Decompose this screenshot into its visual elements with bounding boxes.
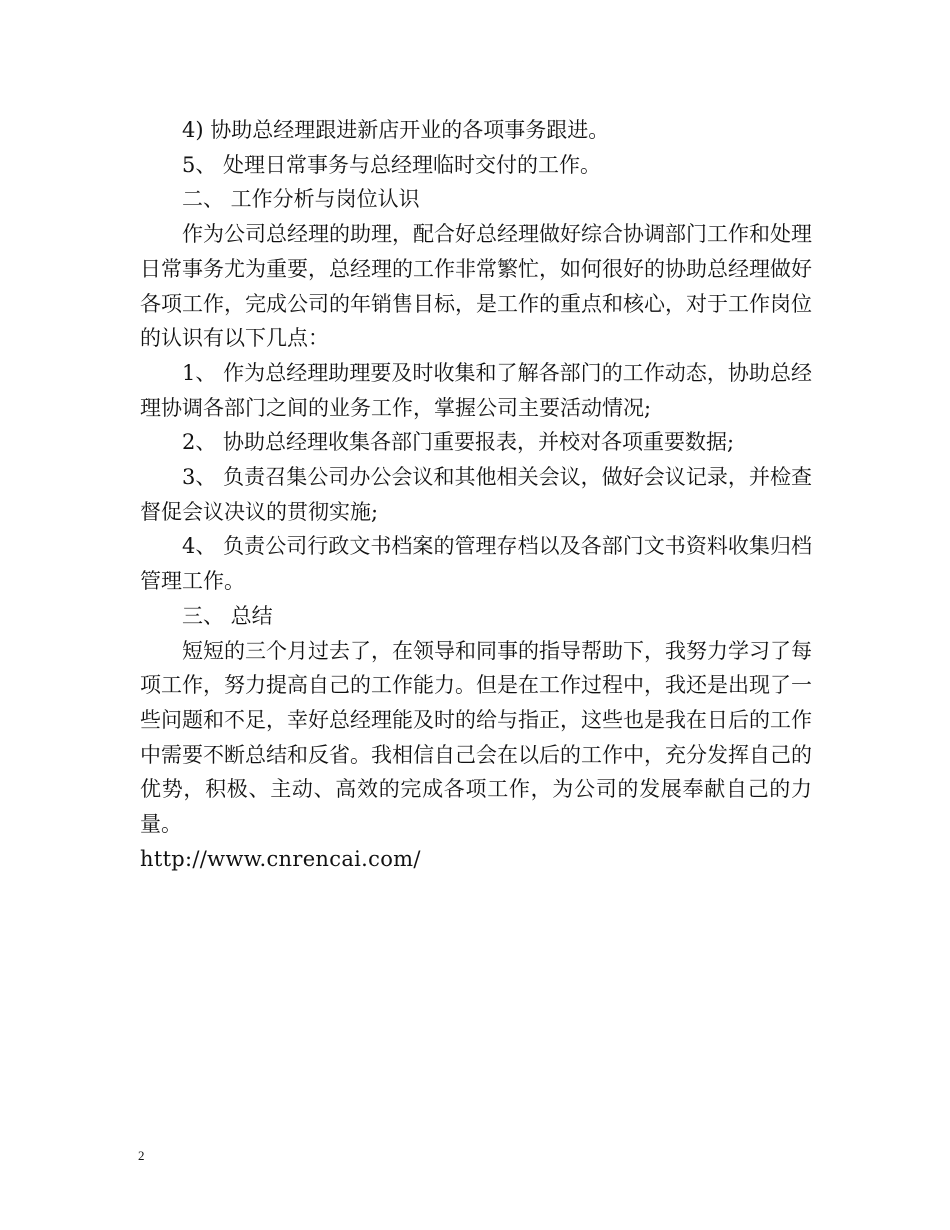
- paragraph-point-4: 4、 负责公司行政文书档案的管理存档以及各部门文书资料收集归档管理工作。: [140, 534, 812, 594]
- paragraph-point-2: 2、 协助总经理收集各部门重要报表，并校对各项重要数据;: [182, 430, 735, 455]
- paragraph-task-4: 4) 协助总经理跟进新店开业的各项事务跟进。: [182, 118, 610, 142]
- section-heading-summary: 三、 总结: [182, 603, 273, 628]
- page-number: 2: [138, 1148, 145, 1163]
- source-url: http://www.cnrencai.com/: [140, 846, 421, 871]
- paragraph-point-3: 3、 负责召集公司办公会议和其他相关会议，做好会议记录，并检查督促会议决议的贯彻实施;: [140, 465, 812, 524]
- section-heading-analysis: 二、 工作分析与岗位认识: [182, 187, 420, 212]
- paragraph-point-1: 1、 作为总经理助理要及时收集和了解各部门的工作动态，协助总经理协调各部门之间的业务工作，掌握公司主要活动情况;: [140, 360, 812, 420]
- paragraph-task-5: 5、 处理日常事务与总经理临时交付的工作。: [182, 152, 602, 177]
- paragraph-analysis-intro: 作为公司总经理的助理，配合好总经理做好综合协调部门工作和处理日常事务尤为重要，总经理的工作非常繁忙，如何很好的协助总经理做好各项工作，完成公司的年销售目标，是工作的重点和核心，对于工作岗位的认识有以下几点：: [140, 222, 812, 351]
- document-body: [140, 113, 812, 876]
- paragraph-summary: 短短的三个月过去了，在领导和同事的指导帮助下，我努力学习了每项工作，努力提高自己的工作能力。但是在工作过程中，我还是出现了一些问题和不足，幸好总经理能及时的给与指正，这些也是我在日后的工作中需要不断总结和反省。我相信自己会在以后的工作中，充分发挥自己的优势，积极、主动、高效的完成各项工作，为公司的发展奉献自己的力量。: [140, 638, 812, 837]
